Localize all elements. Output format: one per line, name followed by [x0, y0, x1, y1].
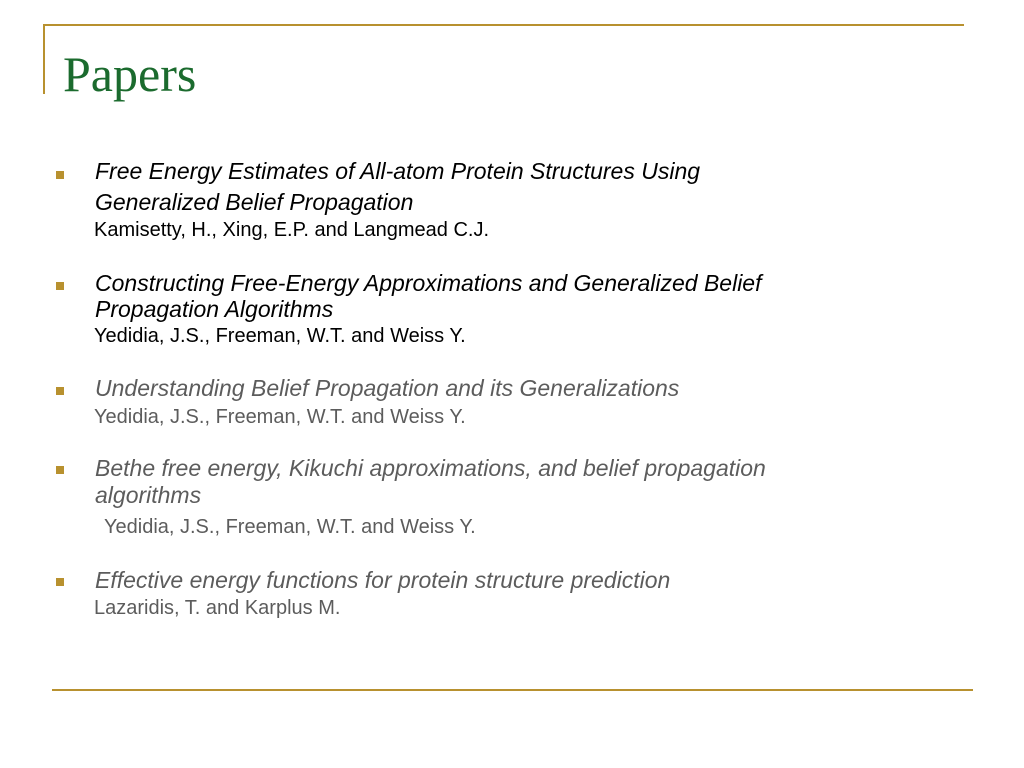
- paper-authors: Kamisetty, H., Xing, E.P. and Langmead C.J.: [94, 219, 490, 241]
- square-bullet-icon: [56, 282, 64, 290]
- slide-title: Papers: [63, 46, 197, 102]
- paper-title-line: Constructing Free-Energy Approximations and Generalized Belief: [95, 270, 762, 296]
- square-bullet-icon: [56, 578, 64, 586]
- paper-title-line: Propagation Algorithms: [95, 296, 334, 322]
- paper-authors: Yedidia, J.S., Freeman, W.T. and Weiss Y.: [94, 406, 466, 428]
- square-bullet-icon: [56, 171, 64, 179]
- frame-left-rule: [43, 24, 45, 94]
- paper-title-line: Generalized Belief Propagation: [95, 189, 414, 215]
- square-bullet-icon: [56, 387, 64, 395]
- paper-title-line: Free Energy Estimates of All-atom Protein Structures Using: [95, 158, 701, 184]
- frame-bottom-rule: [52, 689, 973, 691]
- paper-authors: Yedidia, J.S., Freeman, W.T. and Weiss Y.: [104, 516, 476, 538]
- paper-title-line: Effective energy functions for protein structure prediction: [95, 567, 671, 593]
- square-bullet-icon: [56, 466, 64, 474]
- paper-title-line: Bethe free energy, Kikuchi approximations, and belief propagation: [95, 455, 766, 481]
- paper-title-line: Understanding Belief Propagation and its Generalizations: [95, 375, 680, 401]
- frame-top-rule: [43, 24, 964, 26]
- paper-authors: Yedidia, J.S., Freeman, W.T. and Weiss Y.: [94, 325, 466, 347]
- paper-authors: Lazaridis, T. and Karplus M.: [94, 597, 341, 619]
- paper-title-line: algorithms: [95, 482, 202, 508]
